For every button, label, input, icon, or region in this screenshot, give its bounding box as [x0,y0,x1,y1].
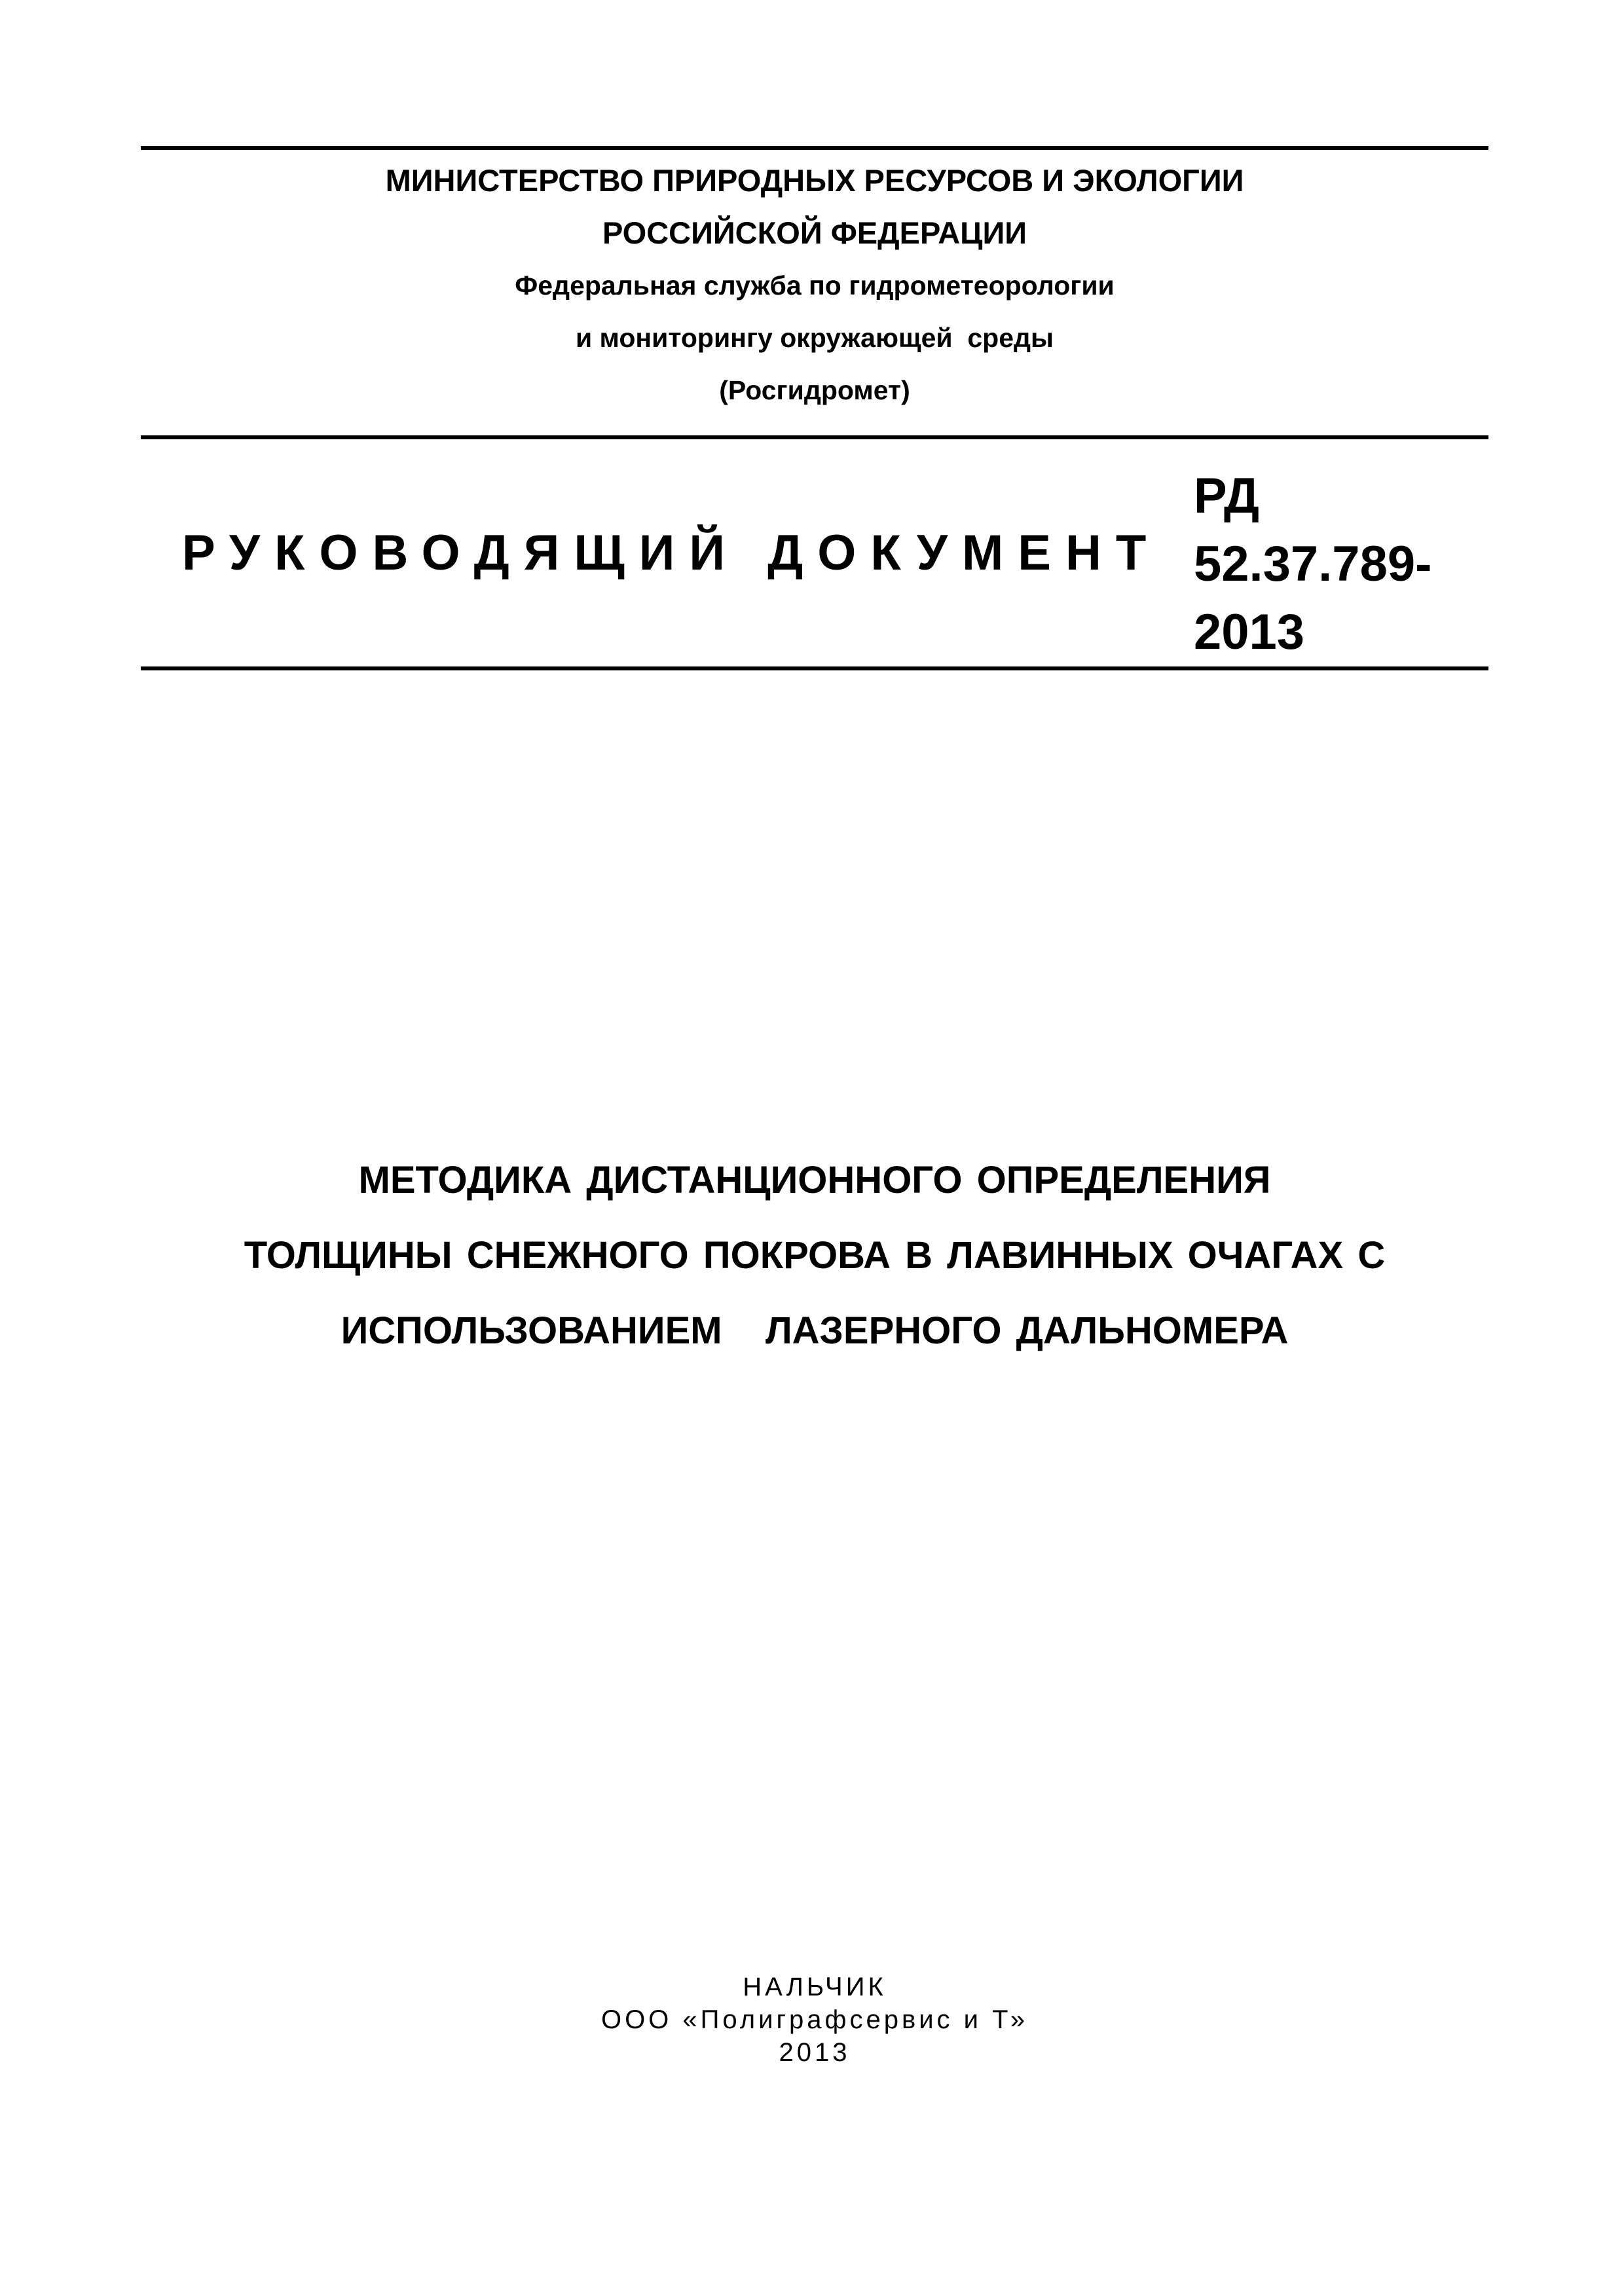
top-rule [141,146,1488,150]
imprint [141,1971,1488,2069]
title-line-1: МЕТОДИКА ДИСТАНЦИОННОГО ОПРЕДЕЛЕНИЯ [358,1159,1271,1201]
imprint-city: НАЛЬЧИК [743,1973,887,2001]
bottom-rule [141,666,1488,670]
document-number-year: 2013 [1194,604,1305,660]
document-number-prefix: РД [1194,468,1260,524]
document-title [141,1142,1488,1368]
imprint-year: 2013 [779,2038,851,2067]
document-number [1194,462,1431,666]
ministry-name-line-1: МИНИСТЕРСТВО ПРИРОДНЫХ РЕСУРСОВ И ЭКОЛОГИИ [385,163,1244,198]
middle-rule [141,435,1488,439]
title-line-3: ИСПОЛЬЗОВАНИЕМ ЛАЗЕРНОГО ДАЛЬНОМЕРА [341,1309,1289,1352]
service-name-line-2: и мониторингу окружающей среды [575,323,1054,353]
document-type-label: РУКОВОДЯЩИЙ ДОКУМЕНТ [182,525,1161,581]
document-number-code: 52.37.789- [1194,536,1432,592]
ministry-header [141,155,1488,416]
service-short-name: (Росгидромет) [719,375,910,405]
title-line-2: ТОЛЩИНЫ СНЕЖНОГО ПОКРОВА В ЛАВИННЫХ ОЧАГАХ С [244,1234,1386,1277]
service-name-line-1: Федеральная служба по гидрометеорологии [515,270,1115,301]
imprint-publisher: ООО «Полиграфсервис и Т» [600,2005,1029,2034]
ministry-name-line-2: РОССИЙСКОЙ ФЕДЕРАЦИИ [602,215,1027,250]
